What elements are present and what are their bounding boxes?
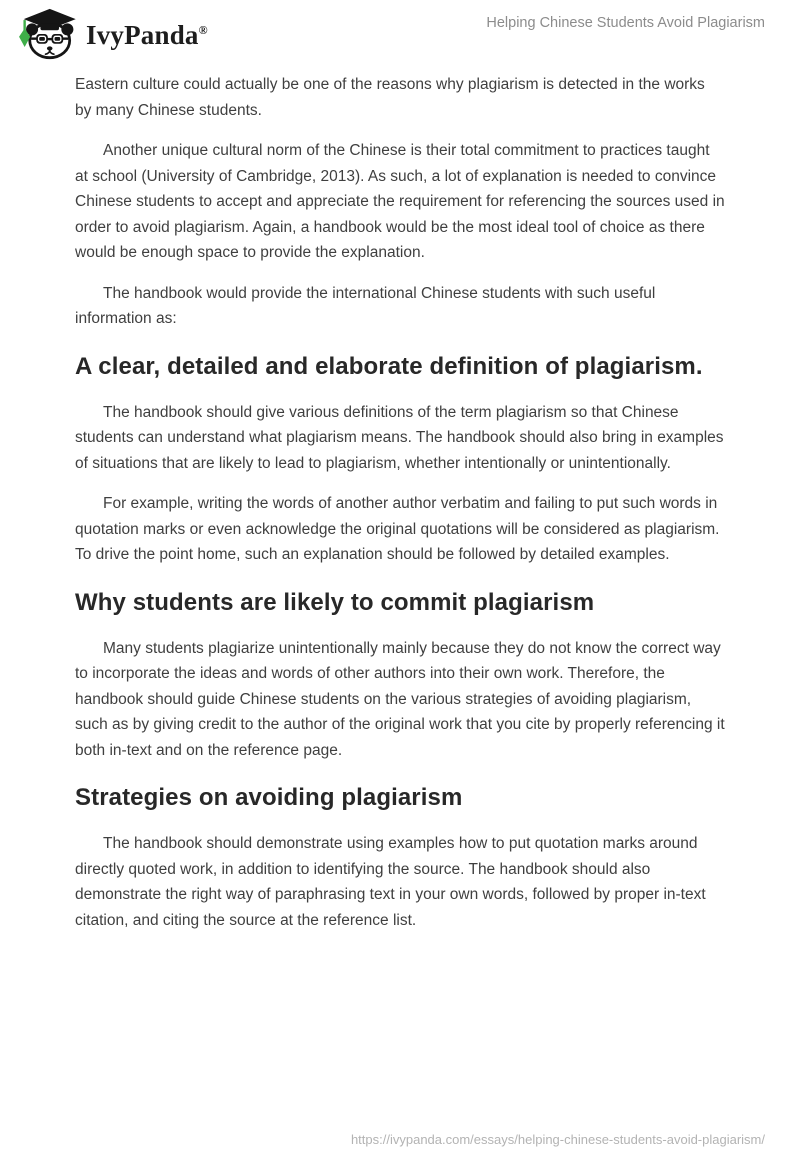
section-heading: Strategies on avoiding plagiarism: [75, 784, 463, 811]
document-title: Helping Chinese Students Avoid Plagiarism: [486, 15, 765, 31]
registered-trademark: ®: [198, 22, 208, 37]
essay-body: [0, 62, 800, 933]
body-paragraph: Another unique cultural norm of the Chinese is their total commitment to practices taught at school (University of Cambridge, 2013). As such, a lot of explanation is needed to convince Chinese students to accept and appreciate the requirement for referencing the sources used in order to avoid plagiarism. Again, a handbook would be the most ideal tool of choice as there would be enough space to provide the explanation.: [75, 142, 725, 261]
body-paragraph: Many students plagiarize unintentionally mainly because they do not know the correct way to incorporate the ideas and words of other authors into their own work. Therefore, the handbook should guide Chinese students on the various strategies of avoiding plagiarism, such as by giving credit to the author of the original work that you cite by properly referencing it both in-text and on the reference page.: [75, 639, 725, 759]
body-paragraph: The handbook would provide the international Chinese students with such useful information as:: [75, 284, 656, 327]
page-header: [0, 0, 800, 62]
ivypanda-logo: [14, 8, 208, 60]
body-paragraph: The handbook should demonstrate using examples how to put quotation marks around directly quoted work, in addition to identifying the source. The handbook should also demonstrate the right way of paraphrasing text in your own words, followed by proper in-text citation, and citing the source at the reference list.: [75, 835, 706, 929]
section-heading: Why students are likely to commit plagiarism: [75, 588, 595, 616]
panda-graduate-icon: [14, 8, 78, 60]
brand-name-text: IvyPanda: [86, 19, 199, 50]
source-url[interactable]: https://ivypanda.com/essays/helping-chinese-students-avoid-plagiarism/: [350, 1132, 765, 1147]
section-heading: A clear, detailed and elaborate definition of plagiarism.: [75, 352, 703, 380]
body-paragraph: The handbook should give various definitions of the term plagiarism so that Chinese students can understand what plagiarism means. The handbook should also bring in examples of situations that are likely to lead to plagiarism, whether intentionally or unintentionally.: [75, 403, 724, 472]
body-paragraph: For example, writing the words of another author verbatim and failing to put such words in quotation marks or even acknowledge the original quotations will be considered as plagiarism. To drive the point home, such an explanation should be followed by detailed examples.: [75, 495, 720, 563]
body-paragraph: Eastern culture could actually be one of the reasons why plagiarism is detected in the works by many Chinese students.: [75, 76, 705, 119]
brand-name: [86, 19, 208, 50]
